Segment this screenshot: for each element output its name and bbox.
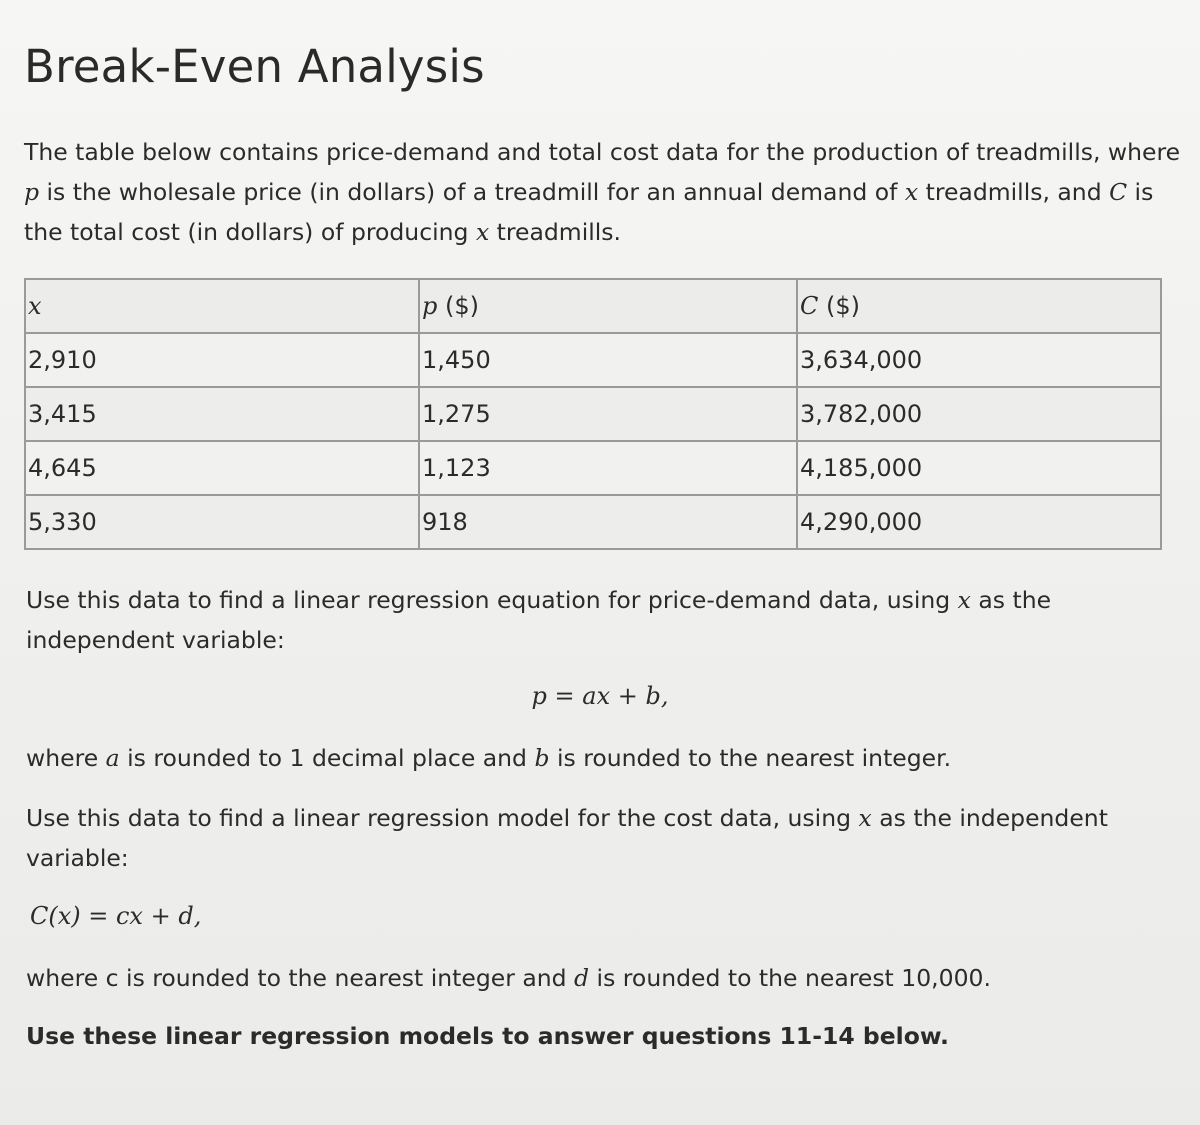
header-c-var: C (800, 292, 819, 320)
cell-p: 1,275 (419, 387, 797, 441)
table-row (25, 495, 1161, 549)
q2-text-1: where (26, 744, 106, 772)
var-x: x (858, 804, 872, 832)
q4-text-2: is rounded to the nearest 10,000. (589, 964, 991, 992)
var-b: b (534, 744, 550, 772)
table-row (25, 333, 1161, 387)
header-p-unit: ($) (437, 292, 479, 320)
intro-text-2: is the wholesale price (in dollars) of a treadmill for an annual demand of (39, 178, 905, 206)
price-demand-equation: p = ax + b, (531, 682, 669, 710)
q1-text-1: Use this data to find a linear regression equation for price-demand data, using (26, 586, 958, 614)
rounding-note-1 (26, 738, 1186, 778)
q3-text-2: as the independent variable: (26, 804, 1108, 872)
header-c (797, 279, 1161, 333)
var-d: d (574, 964, 590, 992)
cell-c: 4,185,000 (797, 441, 1161, 495)
q4-text-1: where c is rounded to the nearest integer and (26, 964, 575, 992)
cost-equation: C(x) = cx + d, (30, 902, 202, 930)
header-p (419, 279, 797, 333)
header-c-unit: ($) (818, 292, 860, 320)
cell-p: 918 (419, 495, 797, 549)
question-price-demand (26, 580, 1186, 660)
intro-text-3: treadmills, and (918, 178, 1110, 206)
cell-x: 2,910 (25, 333, 419, 387)
final-instruction: Use these linear regression models to answer questions 11-14 below. (26, 1022, 949, 1050)
intro-text-1: The table below contains price-demand and total cost data for the production of treadmills, where (24, 138, 1181, 166)
table-row (25, 441, 1161, 495)
page-title: Break-Even Analysis (24, 40, 485, 93)
header-x (25, 279, 419, 333)
q3-text-1: Use this data to find a linear regression model for the cost data, using (26, 804, 859, 832)
var-c: C (1109, 178, 1128, 206)
cell-x: 5,330 (25, 495, 419, 549)
var-x: x (957, 586, 971, 614)
data-table (24, 278, 1162, 550)
var-a: a (105, 744, 120, 772)
header-x-var: x (28, 292, 42, 320)
var-x: x (904, 178, 919, 206)
q2-text-3: is rounded to the nearest integer. (549, 744, 952, 772)
q2-text-2: is rounded to 1 decimal place and (119, 744, 535, 772)
cell-x: 3,415 (25, 387, 419, 441)
cell-c: 4,290,000 (797, 495, 1161, 549)
header-p-var: p (422, 292, 438, 320)
q1-text-2: as the independent variable: (26, 586, 1052, 654)
cell-p: 1,450 (419, 333, 797, 387)
intro-text-4: is the total cost (in dollars) of producing (24, 178, 1154, 246)
intro-text-5: treadmills. (489, 218, 622, 246)
table-row (25, 387, 1161, 441)
cell-c: 3,782,000 (797, 387, 1161, 441)
rounding-note-2 (26, 958, 1186, 998)
cell-x: 4,645 (25, 441, 419, 495)
cell-p: 1,123 (419, 441, 797, 495)
var-x: x (475, 218, 490, 246)
table-header-row (25, 279, 1161, 333)
question-cost (26, 798, 1186, 878)
intro-paragraph (24, 132, 1192, 252)
var-p: p (24, 178, 40, 206)
cell-c: 3,634,000 (797, 333, 1161, 387)
